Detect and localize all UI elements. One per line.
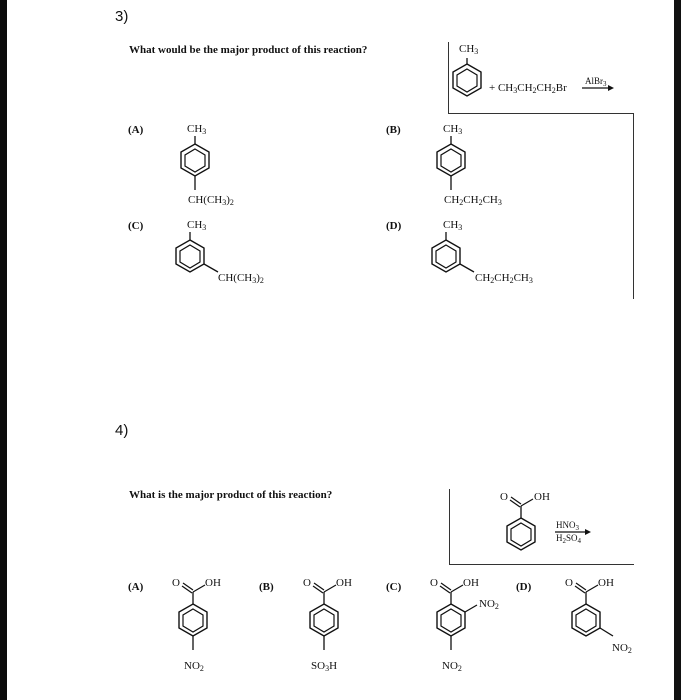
q4-option-d-oh: OH: [598, 577, 614, 589]
q4-option-a-label[interactable]: (A): [128, 581, 144, 593]
question-4-stem: What is the major product of this reaction?: [129, 489, 333, 501]
q4-option-b-molecule[interactable]: [305, 582, 345, 662]
q4-reagent-h2so4: $H_2SO_4$: [556, 533, 582, 545]
q3-option-c-label[interactable]: (C): [128, 220, 144, 232]
q4-option-b-oh: OH: [336, 577, 352, 589]
question-3-stem: What would be the major product of this reaction?: [129, 44, 368, 56]
q4-option-d-o: O: [565, 577, 573, 589]
q3-option-c-ch3: $CH_3$: [187, 219, 207, 232]
q3-option-a-isopropyl: $CH(CH_3)_2$: [188, 194, 234, 207]
q4-option-a-nitro: $NO_2$: [184, 660, 204, 673]
q4-option-d-label[interactable]: (D): [516, 581, 532, 593]
q3-reagent-formula: + $CH_3CH_2CH_2Br$: [489, 82, 567, 95]
q3-option-d-label[interactable]: (D): [386, 220, 402, 232]
q3-option-c-isopropyl: $CH(CH_3)_2$: [218, 272, 264, 285]
q3-reactant-ch3: $CH_3$: [459, 43, 479, 56]
q4-option-c-ortho-nitro: $NO_2$: [479, 598, 499, 611]
q4-option-a-o: O: [172, 577, 180, 589]
q3-option-b-propyl: $CH_2CH_2CH_3$: [444, 194, 502, 207]
q4-option-b-o: O: [303, 577, 311, 589]
q4-option-b-sulfonic: $SO_3H$: [311, 660, 338, 673]
q3-option-d-ch3: $CH_3$: [443, 219, 463, 232]
q4-option-a-molecule[interactable]: [174, 582, 214, 662]
q4-option-a-oh: OH: [205, 577, 221, 589]
q4-option-b-label[interactable]: (B): [259, 581, 274, 593]
q4-reactant-hydroxyl: OH: [534, 491, 550, 503]
q3-option-b-label[interactable]: (B): [386, 124, 401, 136]
q4-option-c-molecule[interactable]: [432, 582, 492, 662]
q4-option-d-meta-nitro: $NO_2$: [612, 642, 632, 655]
q4-option-c-label[interactable]: (C): [386, 581, 402, 593]
q3-catalyst-label: AlBr$_3$: [585, 76, 607, 88]
question-4-number: 4): [115, 422, 129, 439]
q3-option-a-ch3: $CH_3$: [187, 123, 207, 136]
q4-option-c-para-nitro: $NO_2$: [442, 660, 462, 673]
q3-option-a-label[interactable]: (A): [128, 124, 144, 136]
q3-option-b-ch3: $CH_3$: [443, 123, 463, 136]
q4-option-c-o: O: [430, 577, 438, 589]
question-3-number: 3): [115, 8, 129, 25]
q3-option-d-propyl: $CH_2CH_2CH_3$: [475, 272, 533, 285]
q4-reactant-carbonyl-o: O: [500, 491, 508, 503]
q4-option-c-oh: OH: [463, 577, 479, 589]
q4-reagent-hno3: $HNO_3$: [556, 520, 579, 532]
